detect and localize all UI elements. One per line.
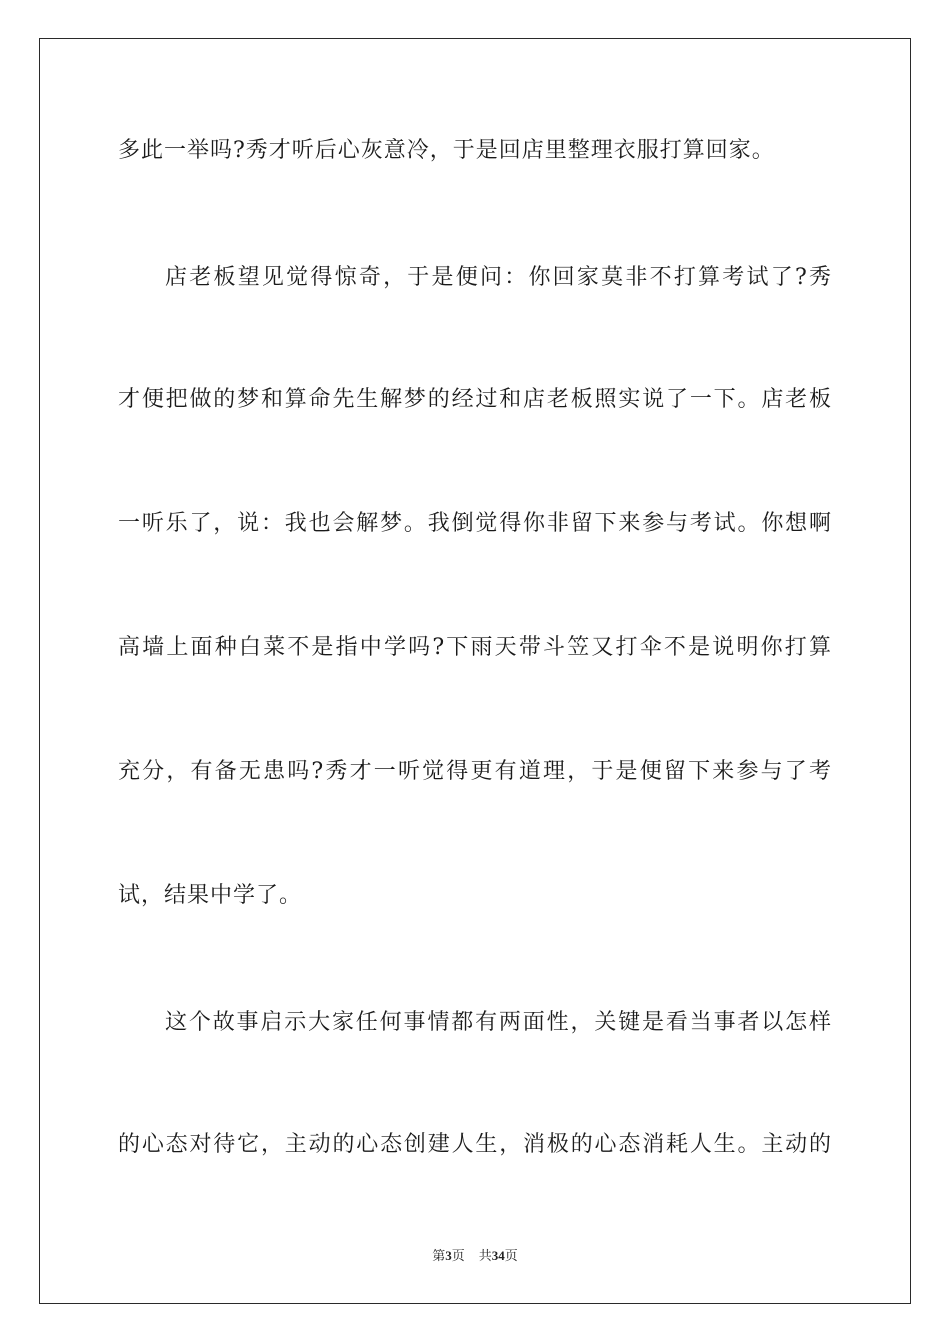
text-line-5: 高墙上面种白菜不是指中学吗?下雨天带斗笠又打伞不是说明你打算 [118, 635, 832, 660]
text-line-9: 的心态对待它，主动的心态创建人生，消极的心态消耗人生。主动的 [118, 1132, 832, 1157]
total-suffix: 页 [504, 1248, 518, 1263]
total-pages: 34 [491, 1248, 505, 1263]
page-border [39, 38, 911, 1304]
text-line-2: 店老板望见觉得惊奇，于是便问：你回家莫非不打算考试了?秀 [165, 265, 832, 290]
page-footer [0, 1247, 950, 1265]
total-prefix: 共 [478, 1248, 492, 1263]
text-line-4: 一听乐了，说：我也会解梦。我倒觉得你非留下来参与考试。你想啊 [118, 511, 832, 536]
page-prefix: 第 [432, 1248, 446, 1263]
text-line-1: 多此一举吗?秀才听后心灰意冷，于是回店里整理衣服打算回家。 [118, 138, 775, 163]
text-line-3: 才便把做的梦和算命先生解梦的经过和店老板照实说了一下。店老板 [118, 387, 832, 412]
text-line-6: 充分，有备无患吗?秀才一听觉得更有道理，于是便留下来参与了考 [118, 759, 832, 784]
text-line-8: 这个故事启示大家任何事情都有两面性，关键是看当事者以怎样 [165, 1010, 832, 1035]
page-suffix: 页 [451, 1248, 465, 1263]
page-number: 3 [445, 1248, 452, 1263]
text-line-7: 试，结果中学了。 [118, 883, 303, 908]
